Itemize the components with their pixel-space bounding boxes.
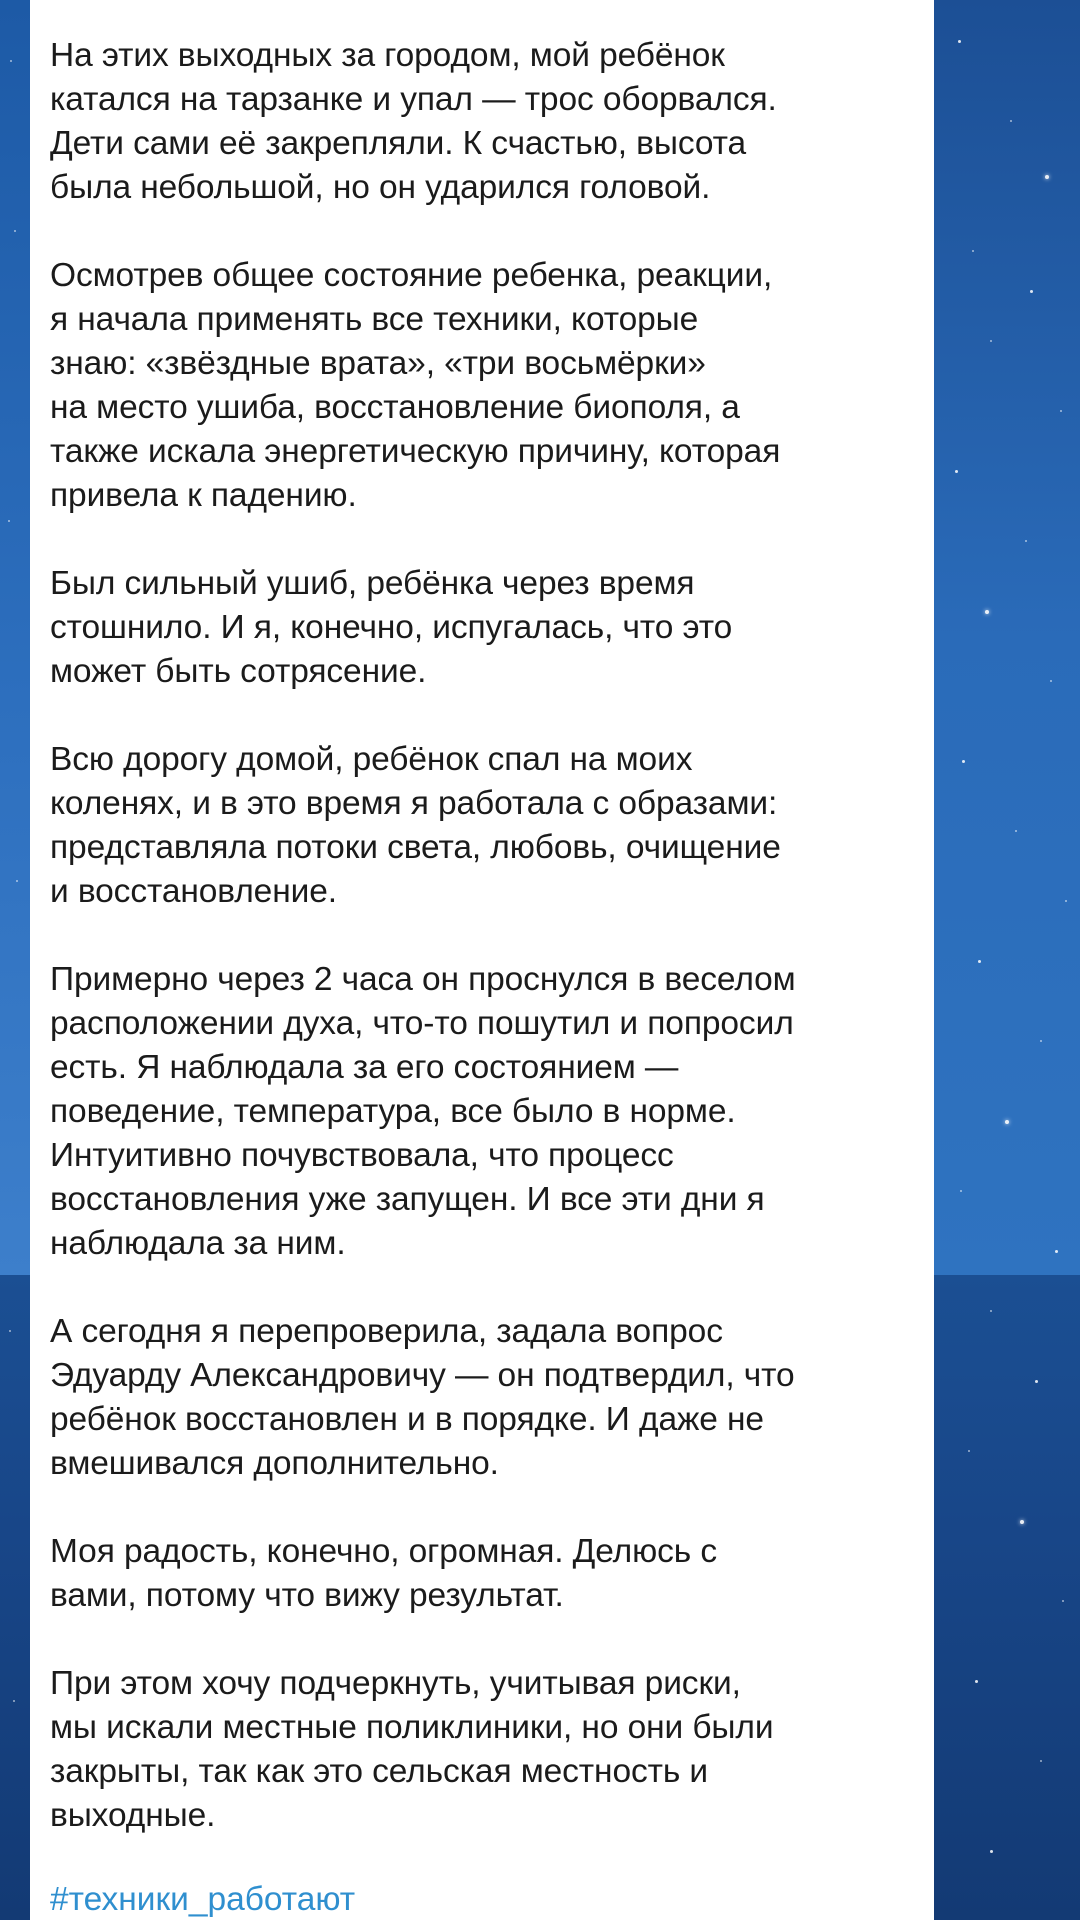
star-decoration	[1010, 120, 1012, 122]
star-decoration	[1035, 1380, 1038, 1383]
star-decoration	[10, 60, 12, 62]
star-decoration	[14, 230, 16, 232]
star-decoration	[1050, 680, 1052, 682]
star-decoration	[955, 470, 958, 473]
star-decoration	[1040, 1040, 1042, 1042]
star-decoration	[1025, 540, 1027, 542]
star-decoration	[16, 880, 18, 882]
star-decoration	[978, 960, 981, 963]
wallpaper-left-strip	[0, 0, 30, 1275]
star-decoration	[13, 1700, 15, 1702]
star-decoration	[975, 1680, 978, 1683]
star-decoration	[990, 1310, 992, 1312]
star-decoration	[990, 1850, 993, 1853]
message-paragraph: Был сильный ушиб, ребёнка через время стошнило. И я, конечно, испугалась, что это может быть сотрясение.	[50, 565, 733, 690]
message-paragraph: Осмотрев общее состояние ребенка, реакции, я начала применять все техники, которые знаю: «звёздные врата», «три восьмёрки» на место ушиба, восстановление биополя, а также искала энергетическую причину, которая привела к падению.	[50, 257, 781, 514]
star-decoration	[968, 1450, 970, 1452]
star-decoration	[9, 1330, 11, 1332]
message-paragraph: Примерно через 2 часа он проснулся в веселом расположении духа, что-то пошутил и попросил есть. Я наблюдала за его состоянием — поведение, температура, все было в норме. Интуитивно почувствовала, что процесс восстановления уже запущен. И все эти дни я наблюдала за ним.	[50, 961, 796, 1262]
star-decoration	[962, 760, 965, 763]
message-paragraph: А сегодня я перепроверила, задала вопрос Эдуарду Александровичу — он подтвердил, что ребёнок восстановлен и в порядке. И даже не вмешивался дополнительно.	[50, 1313, 795, 1482]
star-decoration	[1065, 900, 1067, 902]
message-paragraph: Всю дорогу домой, ребёнок спал на моих коленях, и в это время я работала с образами: представляла потоки света, любовь, очищение и восстановление.	[50, 741, 781, 910]
star-decoration	[972, 250, 974, 252]
star-decoration	[1062, 1600, 1064, 1602]
star-decoration	[958, 40, 961, 43]
star-decoration	[1005, 1120, 1009, 1124]
message-paragraph: Моя радость, конечно, огромная. Делюсь с вами, потому что вижу результат.	[50, 1533, 718, 1614]
star-decoration	[1030, 290, 1033, 293]
star-decoration	[1040, 1760, 1042, 1762]
message-bubble[interactable]	[30, 0, 934, 1920]
message-paragraph: При этом хочу подчеркнуть, учитывая риски, мы искали местные поликлиники, но они были закрыты, так как это сельская местность и выходные.	[50, 1665, 774, 1834]
wallpaper-right-strip	[934, 0, 1080, 1275]
hashtag-link[interactable]: #техники_работают	[50, 1881, 356, 1918]
star-decoration	[1060, 410, 1062, 412]
star-decoration	[990, 340, 992, 342]
star-decoration	[1015, 830, 1017, 832]
star-decoration	[985, 610, 989, 614]
star-decoration	[960, 1190, 962, 1192]
star-decoration	[1020, 1520, 1024, 1524]
star-decoration	[8, 520, 10, 522]
message-paragraph: На этих выходных за городом, мой ребёнок катался на тарзанке и упал — трос оборвался. Дети сами её закрепляли. К счастью, высота была небольшой, но он ударился головой.	[50, 37, 777, 206]
star-decoration	[1055, 1250, 1058, 1253]
star-decoration	[1045, 175, 1049, 179]
